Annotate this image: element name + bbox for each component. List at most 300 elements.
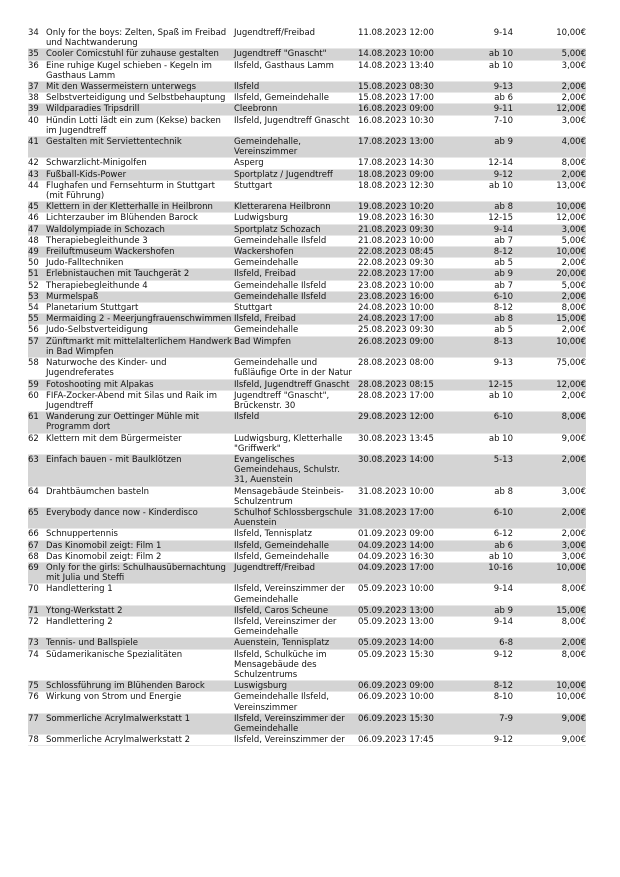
event-age-range: 12-14 xyxy=(449,158,523,169)
program-sheet xyxy=(28,28,586,746)
event-location: Ilsfeld, Gemeindehalle xyxy=(233,540,357,551)
event-datetime: 23.08.2023 10:00 xyxy=(357,280,449,291)
event-location: Stuttgart xyxy=(233,180,357,201)
event-price: 8,00€ xyxy=(523,616,586,637)
table-row xyxy=(28,605,586,616)
table-row xyxy=(28,562,586,583)
event-location: Jugendtreff "Gnascht" xyxy=(233,49,357,60)
event-location: Ilsfeld, Freibad xyxy=(233,314,357,325)
event-price: 4,00€ xyxy=(523,137,586,158)
event-title: Handlettering 1 xyxy=(45,584,233,605)
event-datetime: 14.08.2023 10:00 xyxy=(357,49,449,60)
event-location: Gemeindehalle Ilsfeld xyxy=(233,291,357,302)
event-age-range: ab 10 xyxy=(449,49,523,60)
event-location: Gemeindehalle Ilsfeld, Vereinszimmer xyxy=(233,692,357,713)
event-price: 15,00€ xyxy=(523,314,586,325)
event-location: Gemeindehalle, Vereinszimmer xyxy=(233,137,357,158)
event-age-range: 9-11 xyxy=(449,104,523,115)
event-age-range: ab 8 xyxy=(449,314,523,325)
table-row xyxy=(28,390,586,411)
event-title: Wildparadies Tripsdrill xyxy=(45,104,233,115)
event-number: 47 xyxy=(28,224,45,235)
event-number: 76 xyxy=(28,692,45,713)
event-age-range: ab 9 xyxy=(449,137,523,158)
event-price: 20,00€ xyxy=(523,269,586,280)
event-number: 72 xyxy=(28,616,45,637)
table-row xyxy=(28,540,586,551)
event-age-range: ab 5 xyxy=(449,258,523,269)
event-age-range: ab 10 xyxy=(449,433,523,454)
event-location: Ilsfeld, Tennisplatz xyxy=(233,529,357,540)
table-row xyxy=(28,258,586,269)
table-row xyxy=(28,681,586,692)
event-price: 5,00€ xyxy=(523,280,586,291)
table-row xyxy=(28,713,586,734)
table-row xyxy=(28,529,586,540)
event-title: Sommerliche Acrylmalwerkstatt 2 xyxy=(45,735,233,746)
event-datetime: 16.08.2023 10:30 xyxy=(357,115,449,136)
table-row xyxy=(28,60,586,81)
event-price: 2,00€ xyxy=(523,82,586,93)
event-location: Bad Wimpfen xyxy=(233,336,357,357)
event-price: 9,00€ xyxy=(523,735,586,746)
event-age-range: 7-10 xyxy=(449,115,523,136)
table-row xyxy=(28,115,586,136)
event-number: 59 xyxy=(28,379,45,390)
event-title: Mit den Wassermeistern unterwegs xyxy=(45,82,233,93)
event-age-range: 6-10 xyxy=(449,291,523,302)
event-location: Schulhof Schlossbergschule Auenstein xyxy=(233,507,357,528)
event-title: Handlettering 2 xyxy=(45,616,233,637)
event-age-range: ab 10 xyxy=(449,60,523,81)
table-row xyxy=(28,28,586,49)
event-title: Gestalten mit Serviettentechnik xyxy=(45,137,233,158)
event-age-range: 9-14 xyxy=(449,224,523,235)
event-price: 2,00€ xyxy=(523,390,586,411)
event-title: Therapiebegleithunde 3 xyxy=(45,235,233,246)
table-row xyxy=(28,93,586,104)
event-title: Schnuppertennis xyxy=(45,529,233,540)
event-price: 3,00€ xyxy=(523,540,586,551)
event-price: 10,00€ xyxy=(523,202,586,213)
event-datetime: 18.08.2023 12:30 xyxy=(357,180,449,201)
table-row xyxy=(28,82,586,93)
event-datetime: 04.09.2023 16:30 xyxy=(357,551,449,562)
event-title: Therapiebegleithunde 4 xyxy=(45,280,233,291)
event-age-range: ab 10 xyxy=(449,551,523,562)
table-row xyxy=(28,202,586,213)
event-title: Waldolympiade in Schozach xyxy=(45,224,233,235)
event-datetime: 18.08.2023 09:00 xyxy=(357,169,449,180)
event-datetime: 25.08.2023 09:30 xyxy=(357,325,449,336)
event-location: Ludwigsburg xyxy=(233,213,357,224)
event-number: 73 xyxy=(28,638,45,649)
event-age-range: 9-13 xyxy=(449,358,523,379)
event-price: 8,00€ xyxy=(523,584,586,605)
event-datetime: 22.08.2023 17:00 xyxy=(357,269,449,280)
event-number: 45 xyxy=(28,202,45,213)
event-price: 12,00€ xyxy=(523,104,586,115)
event-datetime: 06.09.2023 09:00 xyxy=(357,681,449,692)
event-age-range: 9-12 xyxy=(449,169,523,180)
event-price: 3,00€ xyxy=(523,486,586,507)
event-title: Cooler Comicstuhl für zuhause gestalten xyxy=(45,49,233,60)
event-datetime: 05.09.2023 13:00 xyxy=(357,605,449,616)
event-datetime: 28.08.2023 17:00 xyxy=(357,390,449,411)
event-number: 77 xyxy=(28,713,45,734)
event-price: 8,00€ xyxy=(523,412,586,433)
event-datetime: 17.08.2023 14:30 xyxy=(357,158,449,169)
event-title: Klettern mit dem Bürgermeister xyxy=(45,433,233,454)
event-number: 68 xyxy=(28,551,45,562)
table-row xyxy=(28,616,586,637)
event-location: Evangelisches Gemeindehaus, Schulstr. 31, Auenstein xyxy=(233,454,357,486)
event-title: Hündin Lotti lädt ein zum (Kekse) backen im Jugendtreff xyxy=(45,115,233,136)
event-age-range: 10-16 xyxy=(449,562,523,583)
event-title: Sommerliche Acrylmalwerkstatt 1 xyxy=(45,713,233,734)
event-number: 52 xyxy=(28,280,45,291)
event-price: 10,00€ xyxy=(523,562,586,583)
event-location: Jugendtreff/Freibad xyxy=(233,28,357,49)
event-price: 2,00€ xyxy=(523,638,586,649)
event-number: 38 xyxy=(28,93,45,104)
event-title: Lichterzauber im Blühenden Barock xyxy=(45,213,233,224)
event-datetime: 11.08.2023 12:00 xyxy=(357,28,449,49)
event-location: Ilsfeld, Freibad xyxy=(233,269,357,280)
event-age-range: 8-12 xyxy=(449,303,523,314)
event-number: 46 xyxy=(28,213,45,224)
table-row xyxy=(28,158,586,169)
event-number: 78 xyxy=(28,735,45,746)
event-datetime: 14.08.2023 13:40 xyxy=(357,60,449,81)
event-age-range: 12-15 xyxy=(449,213,523,224)
table-row xyxy=(28,336,586,357)
event-number: 71 xyxy=(28,605,45,616)
event-title: Schlossführung im Blühenden Barock xyxy=(45,681,233,692)
event-datetime: 22.08.2023 09:30 xyxy=(357,258,449,269)
event-title: Erlebnistauchen mit Tauchgerät 2 xyxy=(45,269,233,280)
event-age-range: 9-12 xyxy=(449,735,523,746)
event-price: 10,00€ xyxy=(523,247,586,258)
event-number: 48 xyxy=(28,235,45,246)
event-title: Flughafen und Fernsehturm in Stuttgart (mit Führung) xyxy=(45,180,233,201)
event-age-range: ab 8 xyxy=(449,202,523,213)
event-age-range: 9-13 xyxy=(449,82,523,93)
table-row xyxy=(28,551,586,562)
event-number: 61 xyxy=(28,412,45,433)
event-number: 37 xyxy=(28,82,45,93)
event-price: 2,00€ xyxy=(523,93,586,104)
event-location: Mensagebäude Steinbeis-Schulzentrum xyxy=(233,486,357,507)
table-row xyxy=(28,224,586,235)
event-price: 8,00€ xyxy=(523,649,586,681)
event-datetime: 29.08.2023 12:00 xyxy=(357,412,449,433)
event-age-range: ab 7 xyxy=(449,235,523,246)
event-datetime: 05.09.2023 14:00 xyxy=(357,638,449,649)
event-price: 15,00€ xyxy=(523,605,586,616)
event-title: Das Kinomobil zeigt: Film 1 xyxy=(45,540,233,551)
event-number: 43 xyxy=(28,169,45,180)
table-row xyxy=(28,454,586,486)
event-price: 10,00€ xyxy=(523,681,586,692)
event-price: 2,00€ xyxy=(523,325,586,336)
event-datetime: 30.08.2023 14:00 xyxy=(357,454,449,486)
event-number: 64 xyxy=(28,486,45,507)
event-title: Zünftmarkt mit mittelalterlichem Handwerk in Bad Wimpfen xyxy=(46,336,232,357)
table-row xyxy=(28,358,586,379)
table-row xyxy=(28,213,586,224)
event-datetime: 19.08.2023 16:30 xyxy=(357,213,449,224)
event-title: Das Kinomobil zeigt: Film 2 xyxy=(45,551,233,562)
event-location: Cleebronn xyxy=(233,104,357,115)
event-datetime: 15.08.2023 17:00 xyxy=(357,93,449,104)
event-price: 2,00€ xyxy=(523,169,586,180)
event-price: 2,00€ xyxy=(523,258,586,269)
table-row xyxy=(28,584,586,605)
event-price: 8,00€ xyxy=(523,303,586,314)
event-location: Ilsfeld, Vereinszimmer der xyxy=(233,735,357,746)
event-datetime: 22.08.2023 08:45 xyxy=(357,247,449,258)
event-price: 12,00€ xyxy=(523,213,586,224)
table-row xyxy=(28,638,586,649)
event-title: Drahtbäumchen basteln xyxy=(45,486,233,507)
table-row xyxy=(28,137,586,158)
event-datetime: 21.08.2023 10:00 xyxy=(357,235,449,246)
event-age-range: 6-8 xyxy=(449,638,523,649)
table-row xyxy=(28,507,586,528)
event-title: Planetarium Stuttgart xyxy=(45,303,233,314)
event-datetime: 17.08.2023 13:00 xyxy=(357,137,449,158)
event-age-range: ab 10 xyxy=(449,390,523,411)
event-title: Wirkung von Strom und Energie xyxy=(45,692,233,713)
event-datetime: 15.08.2023 08:30 xyxy=(357,82,449,93)
events-table-body xyxy=(28,28,586,746)
event-age-range: 7-9 xyxy=(449,713,523,734)
event-price: 8,00€ xyxy=(523,158,586,169)
table-row xyxy=(28,486,586,507)
event-location: Stuttgart xyxy=(233,303,357,314)
event-datetime: 31.08.2023 17:00 xyxy=(357,507,449,528)
event-datetime: 28.08.2023 08:15 xyxy=(357,379,449,390)
event-number: 49 xyxy=(28,247,45,258)
event-age-range: 6-12 xyxy=(449,529,523,540)
table-row xyxy=(28,412,586,433)
event-datetime: 16.08.2023 09:00 xyxy=(357,104,449,115)
event-location: Ilsfeld, Vereinszimer der Gemeindehalle xyxy=(233,616,357,637)
table-row xyxy=(28,735,586,746)
event-price: 75,00€ xyxy=(523,358,586,379)
event-number: 56 xyxy=(28,325,45,336)
events-table xyxy=(28,28,586,746)
event-datetime: 19.08.2023 10:20 xyxy=(357,202,449,213)
event-number: 67 xyxy=(28,540,45,551)
event-datetime: 01.09.2023 09:00 xyxy=(357,529,449,540)
event-datetime: 04.09.2023 14:00 xyxy=(357,540,449,551)
event-title: Only for the boys: Zelten, Spaß im Freibad und Nachtwanderung xyxy=(45,28,233,49)
event-age-range: ab 10 xyxy=(449,180,523,201)
event-number: 44 xyxy=(28,180,45,201)
event-number: 69 xyxy=(28,562,45,583)
event-age-range: 8-13 xyxy=(449,336,523,357)
event-location: Ilsfeld, Schulküche im Mensagebäude des Schulzentrums xyxy=(233,649,357,681)
event-title: Mermaiding 2 - Meerjungfrauenschwimmen xyxy=(46,314,232,325)
event-price: 10,00€ xyxy=(523,28,586,49)
event-location: Gemeindehalle xyxy=(233,258,357,269)
event-datetime: 06.09.2023 15:30 xyxy=(357,713,449,734)
table-row xyxy=(28,649,586,681)
event-title: Judo-Falltechniken xyxy=(45,258,233,269)
event-datetime: 05.09.2023 15:30 xyxy=(357,649,449,681)
event-age-range: 9-12 xyxy=(449,649,523,681)
event-price: 9,00€ xyxy=(523,713,586,734)
event-location: Gemeindehalle Ilsfeld xyxy=(233,280,357,291)
event-location: Jugendtreff/Freibad xyxy=(233,562,357,583)
event-age-range: 9-14 xyxy=(449,616,523,637)
event-age-range: ab 6 xyxy=(449,540,523,551)
event-title: Murmelspaß xyxy=(45,291,233,302)
event-number: 39 xyxy=(28,104,45,115)
event-price: 3,00€ xyxy=(523,224,586,235)
table-row xyxy=(28,433,586,454)
event-number: 51 xyxy=(28,269,45,280)
event-location: Ilsfeld, Gemeindehalle xyxy=(233,93,357,104)
event-number: 55 xyxy=(28,314,45,325)
event-datetime: 21.08.2023 09:30 xyxy=(357,224,449,235)
event-title: Klettern in der Kletterhalle in Heilbronn xyxy=(45,202,233,213)
event-title: Judo-Selbstverteidigung xyxy=(45,325,233,336)
event-number: 63 xyxy=(28,454,45,486)
table-row xyxy=(28,104,586,115)
event-price: 13,00€ xyxy=(523,180,586,201)
event-age-range: ab 6 xyxy=(449,93,523,104)
event-number: 54 xyxy=(28,303,45,314)
event-title: Einfach bauen - mit Baulklötzen xyxy=(45,454,233,486)
event-age-range: 8-10 xyxy=(449,692,523,713)
event-age-range: 6-10 xyxy=(449,507,523,528)
event-price: 10,00€ xyxy=(523,692,586,713)
table-row xyxy=(28,180,586,201)
event-number: 58 xyxy=(28,358,45,379)
event-age-range: ab 8 xyxy=(449,486,523,507)
event-location: Sportplatz / Jugendtreff xyxy=(233,169,357,180)
event-datetime: 24.08.2023 10:00 xyxy=(357,303,449,314)
event-location: Kletterarena Heilbronn xyxy=(233,202,357,213)
event-age-range: 8-12 xyxy=(449,681,523,692)
event-title: FIFA-Zocker-Abend mit Silas und Raik im Jugendtreff xyxy=(45,390,233,411)
table-row xyxy=(28,325,586,336)
event-datetime: 28.08.2023 08:00 xyxy=(357,358,449,379)
event-age-range: 5-13 xyxy=(449,454,523,486)
event-age-range: ab 9 xyxy=(449,605,523,616)
event-number: 57 xyxy=(28,336,45,357)
event-price: 2,00€ xyxy=(523,507,586,528)
event-price: 12,00€ xyxy=(523,379,586,390)
event-number: 53 xyxy=(28,291,45,302)
event-age-range: ab 7 xyxy=(449,280,523,291)
event-location: Ilsfeld xyxy=(233,82,357,93)
event-datetime: 31.08.2023 10:00 xyxy=(357,486,449,507)
event-age-range: 8-12 xyxy=(449,247,523,258)
event-number: 40 xyxy=(28,115,45,136)
event-title: Ytong-Werkstatt 2 xyxy=(45,605,233,616)
event-number: 34 xyxy=(28,28,45,49)
event-title: Eine ruhige Kugel schieben - Kegeln im Gasthaus Lamm xyxy=(45,60,233,81)
event-location: Ilsfeld xyxy=(233,412,357,433)
event-datetime: 04.09.2023 17:00 xyxy=(357,562,449,583)
event-title: Freiluftmuseum Wackershofen xyxy=(45,247,233,258)
event-location: Ludwigsburg, Kletterhalle "Griffwerk" xyxy=(233,433,357,454)
event-location: Asperg xyxy=(233,158,357,169)
event-title: Fußball-Kids-Power xyxy=(45,169,233,180)
table-row xyxy=(28,169,586,180)
event-price: 3,00€ xyxy=(523,551,586,562)
event-title: Naturwoche des Kinder- und Jugendreferates xyxy=(45,358,233,379)
event-location: Gemeindehalle xyxy=(233,325,357,336)
event-number: 66 xyxy=(28,529,45,540)
event-age-range: 6-10 xyxy=(449,412,523,433)
event-title: Tennis- und Ballspiele xyxy=(45,638,233,649)
event-title: Selbstverteidigung und Selbstbehauptung xyxy=(45,93,233,104)
event-location: Ilsfeld, Gemeindehalle xyxy=(233,551,357,562)
event-price: 3,00€ xyxy=(523,60,586,81)
event-location: Ilsfeld, Gasthaus Lamm xyxy=(233,60,357,81)
event-age-range: ab 5 xyxy=(449,325,523,336)
event-location: Gemeindehalle Ilsfeld xyxy=(233,235,357,246)
event-price: 5,00€ xyxy=(523,49,586,60)
event-location: Sportplatz Schozach xyxy=(233,224,357,235)
table-row xyxy=(28,280,586,291)
event-number: 65 xyxy=(28,507,45,528)
event-age-range: 12-15 xyxy=(449,379,523,390)
table-row xyxy=(28,49,586,60)
event-datetime: 06.09.2023 17:45 xyxy=(357,735,449,746)
event-price: 2,00€ xyxy=(523,454,586,486)
event-datetime: 30.08.2023 13:45 xyxy=(357,433,449,454)
event-title: Südamerikanische Spezialitäten xyxy=(45,649,233,681)
event-number: 74 xyxy=(28,649,45,681)
table-row xyxy=(28,247,586,258)
event-price: 2,00€ xyxy=(523,529,586,540)
event-number: 50 xyxy=(28,258,45,269)
event-number: 62 xyxy=(28,433,45,454)
event-price: 2,00€ xyxy=(523,291,586,302)
event-location: Ilsfeld, Jugendtreff Gnascht xyxy=(233,115,357,136)
event-age-range: 9-14 xyxy=(449,28,523,49)
event-title: Only for the girls: Schulhausübernachtung mit Julia und Steffi xyxy=(45,562,233,583)
event-price: 9,00€ xyxy=(523,433,586,454)
event-datetime: 05.09.2023 13:00 xyxy=(357,616,449,637)
event-datetime: 05.09.2023 10:00 xyxy=(357,584,449,605)
event-datetime: 26.08.2023 09:00 xyxy=(357,336,449,357)
table-row xyxy=(28,235,586,246)
event-number: 36 xyxy=(28,60,45,81)
event-age-range: ab 9 xyxy=(449,269,523,280)
event-location: Gemeindehalle und fußläufige Orte in der Natur xyxy=(233,358,357,379)
event-number: 41 xyxy=(28,137,45,158)
table-row xyxy=(28,291,586,302)
event-location: Ilsfeld, Caros Scheune xyxy=(233,605,357,616)
event-price: 3,00€ xyxy=(523,115,586,136)
table-row xyxy=(28,379,586,390)
event-price: 10,00€ xyxy=(523,336,586,357)
table-row xyxy=(28,269,586,280)
event-title: Fotoshooting mit Alpakas xyxy=(45,379,233,390)
event-location: Auenstein, Tennisplatz xyxy=(233,638,357,649)
event-number: 42 xyxy=(28,158,45,169)
event-location: Jugendtreff "Gnascht", Brückenstr. 30 xyxy=(233,390,357,411)
event-price: 5,00€ xyxy=(523,235,586,246)
event-number: 35 xyxy=(28,49,45,60)
